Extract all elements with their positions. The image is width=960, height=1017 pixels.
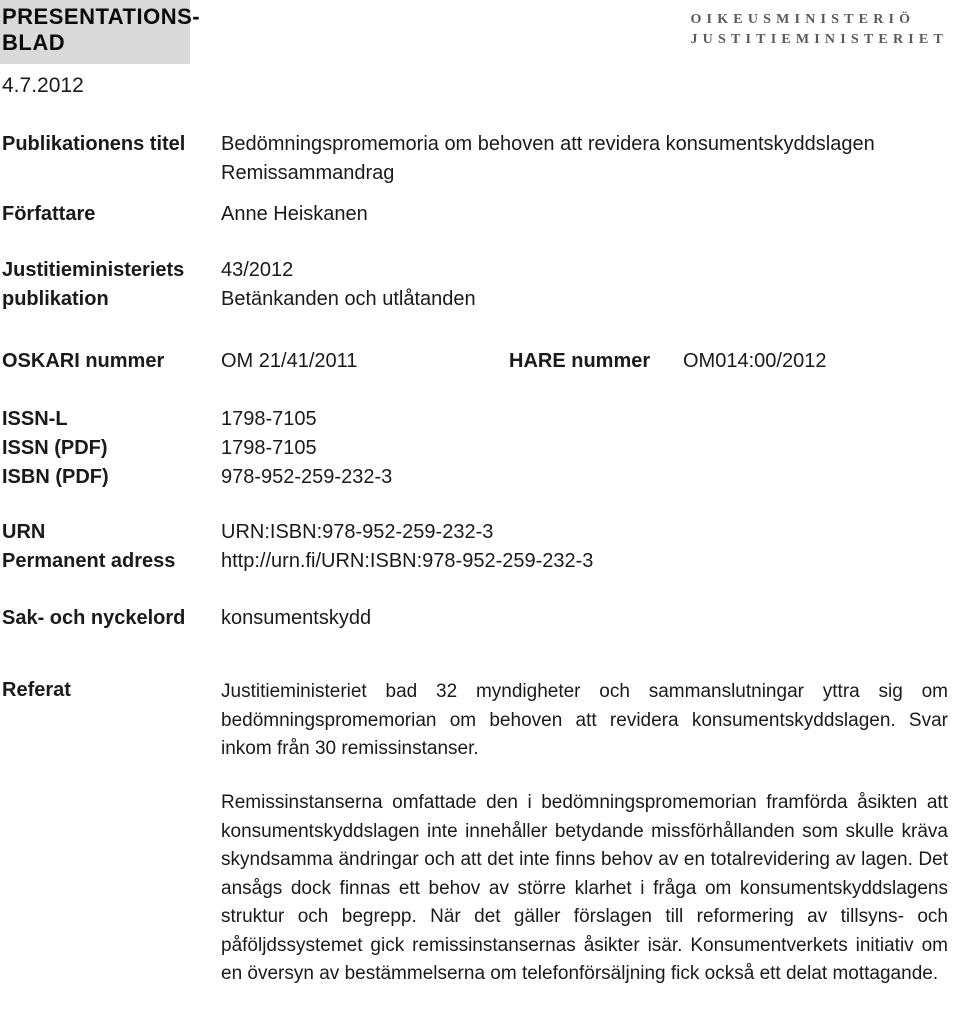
ministry-name-swedish: JUSTITIEMINISTERIET bbox=[690, 32, 948, 47]
author-label: Författare bbox=[2, 203, 96, 225]
author-value: Anne Heiskanen bbox=[221, 203, 368, 225]
publication-label-line-2: publikation bbox=[2, 288, 109, 310]
issn-pdf-value: 1798-7105 bbox=[221, 437, 317, 459]
ministry-logo bbox=[690, 10, 948, 50]
abstract-paragraph-1: Justitieministeriet bad 32 myndigheter och sammanslutningar yttra sig om bedömningspromemorian om behoven att revidera konsumentskyddslagen. Svar inkom från 30 remissinstanser. bbox=[221, 681, 948, 759]
logo-line-2: BLAD bbox=[2, 30, 66, 55]
permanent-address-link[interactable]: http://urn.fi/URN:ISBN:978-952-259-232-3 bbox=[221, 550, 594, 572]
publication-date: 4.7.2012 bbox=[2, 74, 84, 97]
hare-label: HARE nummer bbox=[509, 350, 651, 372]
title-value-line-1: Bedömningspromemoria om behoven att revidera konsumentskyddslagen bbox=[221, 133, 875, 155]
title-value-line-2: Remissammandrag bbox=[221, 162, 395, 184]
urn-label: URN bbox=[2, 521, 46, 543]
title-label: Publikationens titel bbox=[2, 133, 186, 155]
urn-value: URN:ISBN:978-952-259-232-3 bbox=[221, 521, 494, 543]
publication-number: 43/2012 bbox=[221, 259, 294, 281]
logo-line-1: PRESENTATIONS- bbox=[2, 4, 201, 29]
abstract-paragraph-2: Remissinstanserna omfattade den i bedömningspromemorian framförda åsikten att konsumentskyddslagen inte innehåller betydande missförhållanden som skulle kräva skyndsamma ändringar och att det inte finns behov av en totalrevidering av lagen. Det ansågs dock finnas ett behov av större klarhet i fråga om konsumentskyddslagens struktur och begrepp. När det gäller förslagen till reformering av tillsyns- och påföljdssystemet gick remissinstansernas åsikter isär. Konsumentverkets initiativ om en översyn av bestämmelserna om telefonförsäljning fick också ett delat mottagande. bbox=[221, 792, 948, 984]
publication-series: Betänkanden och utlåtanden bbox=[221, 288, 476, 310]
issn-pdf-label: ISSN (PDF) bbox=[2, 437, 108, 459]
abstract-label: Referat bbox=[2, 679, 71, 701]
ministry-name-finnish: OIKEUSMINISTERIÖ bbox=[690, 12, 916, 27]
keywords-label: Sak- och nyckelord bbox=[2, 607, 186, 629]
publication-label-line-1: Justitieministeriets bbox=[2, 259, 185, 281]
isbn-pdf-label: ISBN (PDF) bbox=[2, 466, 109, 488]
issn-l-value: 1798-7105 bbox=[221, 408, 317, 430]
issn-l-label: ISSN-L bbox=[2, 408, 68, 430]
keywords-value: konsumentskydd bbox=[221, 607, 372, 629]
permanent-address-label: Permanent adress bbox=[2, 550, 176, 572]
presentation-sheet-logo bbox=[0, 0, 201, 64]
oskari-value: OM 21/41/2011 bbox=[221, 350, 358, 372]
hare-value: OM014:00/2012 bbox=[683, 350, 827, 372]
oskari-label: OSKARI nummer bbox=[2, 350, 165, 372]
isbn-pdf-value: 978-952-259-232-3 bbox=[221, 466, 393, 488]
